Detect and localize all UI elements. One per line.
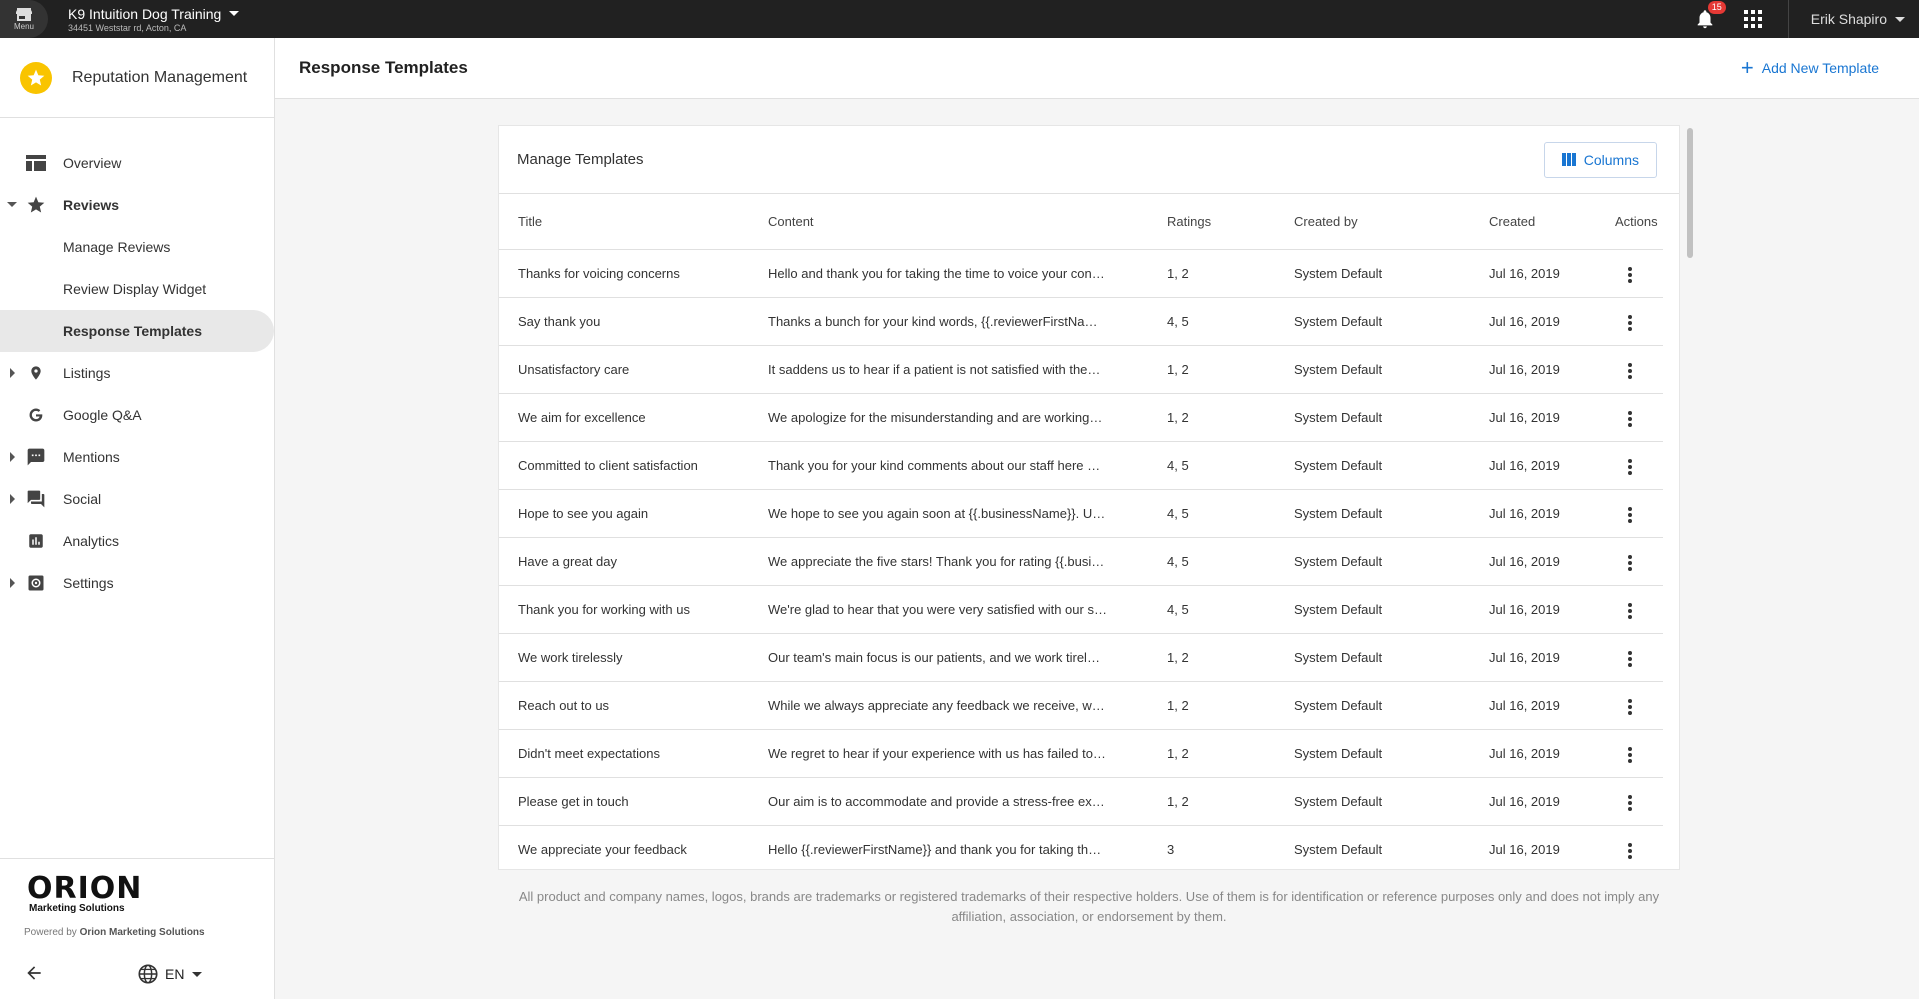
cell-title: Hope to see you again xyxy=(499,489,749,537)
sidebar-nav xyxy=(0,118,274,604)
sidebar-item-social[interactable] xyxy=(0,478,274,520)
notifications-button[interactable] xyxy=(1694,2,1722,31)
user-name: Erik Shapiro xyxy=(1810,11,1887,27)
columns-icon xyxy=(1562,153,1577,166)
column-header-created[interactable]: Created xyxy=(1470,194,1596,249)
plus-icon: + xyxy=(1740,55,1754,80)
table-row[interactable] xyxy=(499,585,1663,633)
dashboard-icon xyxy=(26,153,46,173)
cell-title: Please get in touch xyxy=(499,777,749,825)
table-row[interactable] xyxy=(499,489,1663,537)
cell-actions xyxy=(1596,297,1663,345)
cell-created: Jul 16, 2019 xyxy=(1470,249,1596,297)
sidebar-item-label: Review Display Widget xyxy=(63,281,207,297)
more-vert-icon[interactable] xyxy=(1620,550,1640,576)
cell-ratings: 4, 5 xyxy=(1148,489,1275,537)
cell-created: Jul 16, 2019 xyxy=(1470,297,1596,345)
sidebar-item-review-display-widget[interactable] xyxy=(0,268,274,310)
menu-label: Menu xyxy=(13,21,34,31)
cell-title: Committed to client satisfaction xyxy=(499,441,749,489)
scrollbar[interactable] xyxy=(1686,126,1694,871)
sidebar-item-label: Google Q&A xyxy=(63,407,142,423)
menu-button[interactable] xyxy=(0,0,48,38)
sidebar-item-label: Listings xyxy=(63,365,111,381)
cell-ratings: 4, 5 xyxy=(1148,585,1275,633)
column-header-ratings[interactable]: Ratings xyxy=(1148,194,1275,249)
business-switcher[interactable] xyxy=(68,6,239,33)
cell-ratings: 3 xyxy=(1148,825,1275,870)
cell-content: Our team's main focus is our patients, and we work tirel… xyxy=(749,633,1148,681)
table-row[interactable] xyxy=(499,825,1663,870)
more-vert-icon[interactable] xyxy=(1620,646,1640,672)
cell-content: Hello {{.reviewerFirstName}} and thank you for taking th… xyxy=(749,825,1148,870)
business-name: K9 Intuition Dog Training xyxy=(68,5,222,22)
cell-title: Thank you for working with us xyxy=(499,585,749,633)
cell-title: Didn't meet expectations xyxy=(499,729,749,777)
more-vert-icon[interactable] xyxy=(1620,838,1640,864)
sidebar-item-label: Social xyxy=(63,491,102,507)
sidebar xyxy=(0,38,275,999)
cell-created-by: System Default xyxy=(1275,489,1470,537)
business-address: 34451 Weststar rd, Acton, CA xyxy=(68,22,187,33)
caret-right-icon[interactable] xyxy=(10,578,15,588)
cell-actions xyxy=(1596,777,1663,825)
cell-created: Jul 16, 2019 xyxy=(1470,777,1596,825)
cell-ratings: 1, 2 xyxy=(1148,633,1275,681)
cell-created-by: System Default xyxy=(1275,441,1470,489)
bar-chart-icon xyxy=(26,531,46,551)
caret-down-icon xyxy=(192,972,202,977)
caret-right-icon[interactable] xyxy=(10,494,15,504)
table-row[interactable] xyxy=(499,537,1663,585)
cell-created: Jul 16, 2019 xyxy=(1470,393,1596,441)
disclaimer-text: All product and company names, logos, brands are trademarks or registered trademarks of their respective holders. Use of them is for identification or reference purposes only and does not imply any affiliation, association, or endorsement by them. xyxy=(518,889,1660,924)
cell-ratings: 4, 5 xyxy=(1148,297,1275,345)
cell-created: Jul 16, 2019 xyxy=(1470,825,1596,870)
cell-actions xyxy=(1596,681,1663,729)
cell-created-by: System Default xyxy=(1275,681,1470,729)
table-row[interactable] xyxy=(499,345,1663,393)
table-body xyxy=(499,249,1663,870)
cell-title: Have a great day xyxy=(499,537,749,585)
more-vert-icon[interactable] xyxy=(1620,742,1640,768)
columns-label: Columns xyxy=(1583,151,1639,168)
cell-created-by: System Default xyxy=(1275,825,1470,870)
orion-logo xyxy=(27,871,143,914)
table-row[interactable] xyxy=(499,777,1663,825)
sidebar-item-label: Overview xyxy=(63,155,122,171)
star-icon xyxy=(20,62,52,94)
cell-actions xyxy=(1596,489,1663,537)
cell-created: Jul 16, 2019 xyxy=(1470,729,1596,777)
cell-created: Jul 16, 2019 xyxy=(1470,441,1596,489)
cell-title: Say thank you xyxy=(499,297,749,345)
cell-title: Reach out to us xyxy=(499,681,749,729)
cell-actions xyxy=(1596,585,1663,633)
location-pin-icon xyxy=(26,363,46,383)
apps-grid-icon[interactable] xyxy=(1744,10,1762,28)
table-row[interactable] xyxy=(499,441,1663,489)
columns-button[interactable] xyxy=(1544,142,1657,178)
caret-right-icon[interactable] xyxy=(10,368,15,378)
templates-table xyxy=(499,194,1663,870)
cell-title: We work tirelessly xyxy=(499,633,749,681)
cell-title: We aim for excellence xyxy=(499,393,749,441)
cell-content: We're glad to hear that you were very satisfied with our s… xyxy=(749,585,1148,633)
table-row[interactable] xyxy=(499,633,1663,681)
sidebar-item-manage-reviews[interactable] xyxy=(0,226,274,268)
cell-content: Thanks a bunch for your kind words, {{.reviewerFirstNa… xyxy=(749,297,1148,345)
cell-created: Jul 16, 2019 xyxy=(1470,537,1596,585)
sidebar-item-label: Mentions xyxy=(63,449,120,465)
table-row[interactable] xyxy=(499,729,1663,777)
cell-content: While we always appreciate any feedback we receive, w… xyxy=(749,681,1148,729)
page-title: Response Templates xyxy=(299,58,468,77)
sidebar-item-label: Analytics xyxy=(63,533,120,549)
cell-created: Jul 16, 2019 xyxy=(1470,681,1596,729)
store-icon xyxy=(16,8,32,21)
cell-created-by: System Default xyxy=(1275,729,1470,777)
sidebar-item-google-qa[interactable] xyxy=(0,394,274,436)
cell-actions xyxy=(1596,249,1663,297)
notification-badge: 15 xyxy=(1708,1,1726,14)
column-header-actions: Actions xyxy=(1596,194,1663,249)
cell-actions xyxy=(1596,825,1663,870)
forum-icon xyxy=(26,489,46,509)
card-header xyxy=(499,126,1679,194)
main-content xyxy=(275,38,1919,999)
scrollbar-thumb[interactable] xyxy=(1687,128,1693,258)
table-row[interactable] xyxy=(499,393,1663,441)
more-vert-icon[interactable] xyxy=(1620,310,1640,336)
cell-created-by: System Default xyxy=(1275,777,1470,825)
cell-content: We appreciate the five stars! Thank you for rating {{.busi… xyxy=(749,537,1148,585)
cell-ratings: 1, 2 xyxy=(1148,249,1275,297)
caret-down-icon xyxy=(1895,17,1905,22)
cell-content: Our aim is to accommodate and provide a stress-free ex… xyxy=(749,777,1148,825)
cell-created-by: System Default xyxy=(1275,297,1470,345)
table-row[interactable] xyxy=(499,297,1663,345)
cell-created: Jul 16, 2019 xyxy=(1470,633,1596,681)
sidebar-item-mentions[interactable] xyxy=(0,436,274,478)
sidebar-title: Reputation Management xyxy=(72,68,248,86)
cell-title: Thanks for voicing concerns xyxy=(499,249,749,297)
cell-ratings: 1, 2 xyxy=(1148,345,1275,393)
cell-ratings: 1, 2 xyxy=(1148,729,1275,777)
more-vert-icon[interactable] xyxy=(1620,502,1640,528)
cell-created-by: System Default xyxy=(1275,585,1470,633)
sidebar-item-listings[interactable] xyxy=(0,352,274,394)
cell-created: Jul 16, 2019 xyxy=(1470,585,1596,633)
column-header-content[interactable]: Content xyxy=(749,194,1148,249)
chat-bubble-icon xyxy=(26,447,46,467)
more-vert-icon[interactable] xyxy=(1620,694,1640,720)
cell-content: Hello and thank you for taking the time to voice your con… xyxy=(749,249,1148,297)
cell-content: We hope to see you again soon at {{.businessName}}. U… xyxy=(749,489,1148,537)
cell-content: We regret to hear if your experience with us has failed to… xyxy=(749,729,1148,777)
caret-down-icon[interactable] xyxy=(7,202,17,207)
cell-created-by: System Default xyxy=(1275,633,1470,681)
cell-content: Thank you for your kind comments about our staff here … xyxy=(749,441,1148,489)
more-vert-icon[interactable] xyxy=(1620,790,1640,816)
cell-ratings: 4, 5 xyxy=(1148,537,1275,585)
templates-card xyxy=(498,125,1680,870)
sidebar-item-label: Response Templates xyxy=(63,323,203,339)
cell-ratings: 1, 2 xyxy=(1148,681,1275,729)
cell-actions xyxy=(1596,441,1663,489)
sidebar-item-label: Reviews xyxy=(63,197,120,213)
card-title: Manage Templates xyxy=(517,151,644,168)
cell-title: Unsatisfactory care xyxy=(499,345,749,393)
cell-actions xyxy=(1596,345,1663,393)
more-vert-icon[interactable] xyxy=(1620,262,1640,288)
sidebar-item-overview[interactable] xyxy=(0,142,274,184)
column-header-created-by[interactable]: Created by xyxy=(1275,194,1470,249)
cell-created-by: System Default xyxy=(1275,345,1470,393)
brand-small: Marketing Solutions xyxy=(29,903,125,914)
more-vert-icon[interactable] xyxy=(1620,406,1640,432)
cell-created-by: System Default xyxy=(1275,537,1470,585)
column-header-title[interactable]: Title xyxy=(499,194,749,249)
sidebar-item-reviews[interactable] xyxy=(0,184,274,226)
cell-actions xyxy=(1596,537,1663,585)
google-g-icon xyxy=(26,405,46,425)
sidebar-item-settings[interactable] xyxy=(0,562,274,604)
cell-actions xyxy=(1596,729,1663,777)
table-row[interactable] xyxy=(499,249,1663,297)
more-vert-icon[interactable] xyxy=(1620,454,1640,480)
gear-icon xyxy=(26,573,46,593)
language-code: EN xyxy=(165,966,185,982)
cell-created: Jul 16, 2019 xyxy=(1470,489,1596,537)
user-menu[interactable] xyxy=(1788,0,1919,38)
caret-right-icon[interactable] xyxy=(10,452,15,462)
globe-icon xyxy=(137,963,159,985)
caret-down-icon xyxy=(229,11,239,16)
top-bar xyxy=(0,0,1919,38)
cell-ratings: 1, 2 xyxy=(1148,777,1275,825)
table-header-row xyxy=(499,194,1663,249)
powered-name: Orion Marketing Solutions xyxy=(79,927,205,938)
sidebar-item-analytics[interactable] xyxy=(0,520,274,562)
add-new-template-label: Add New Template xyxy=(1761,60,1879,76)
add-new-template-button[interactable] xyxy=(1740,55,1879,80)
arrow-left-icon[interactable] xyxy=(24,963,46,985)
sidebar-item-response-templates[interactable] xyxy=(0,310,274,352)
cell-created: Jul 16, 2019 xyxy=(1470,345,1596,393)
more-vert-icon[interactable] xyxy=(1620,358,1640,384)
cell-ratings: 1, 2 xyxy=(1148,393,1275,441)
cell-title: We appreciate your feedback xyxy=(499,825,749,870)
table-row[interactable] xyxy=(499,681,1663,729)
star-icon xyxy=(26,195,46,215)
cell-content: We apologize for the misunderstanding and are working… xyxy=(749,393,1148,441)
sidebar-item-label: Settings xyxy=(63,575,114,591)
powered-by xyxy=(24,927,205,938)
sidebar-item-label: Manage Reviews xyxy=(63,239,171,255)
cell-content: It saddens us to hear if a patient is not satisfied with the… xyxy=(749,345,1148,393)
cell-created-by: System Default xyxy=(1275,393,1470,441)
powered-prefix: Powered by xyxy=(24,927,77,938)
sidebar-footer xyxy=(0,858,274,999)
brand-big: ORION xyxy=(27,871,143,906)
cell-actions xyxy=(1596,633,1663,681)
cell-actions xyxy=(1596,393,1663,441)
cell-created-by: System Default xyxy=(1275,249,1470,297)
more-vert-icon[interactable] xyxy=(1620,598,1640,624)
sidebar-header xyxy=(0,38,274,118)
language-selector[interactable] xyxy=(137,963,202,985)
page-header xyxy=(275,38,1919,99)
cell-ratings: 4, 5 xyxy=(1148,441,1275,489)
